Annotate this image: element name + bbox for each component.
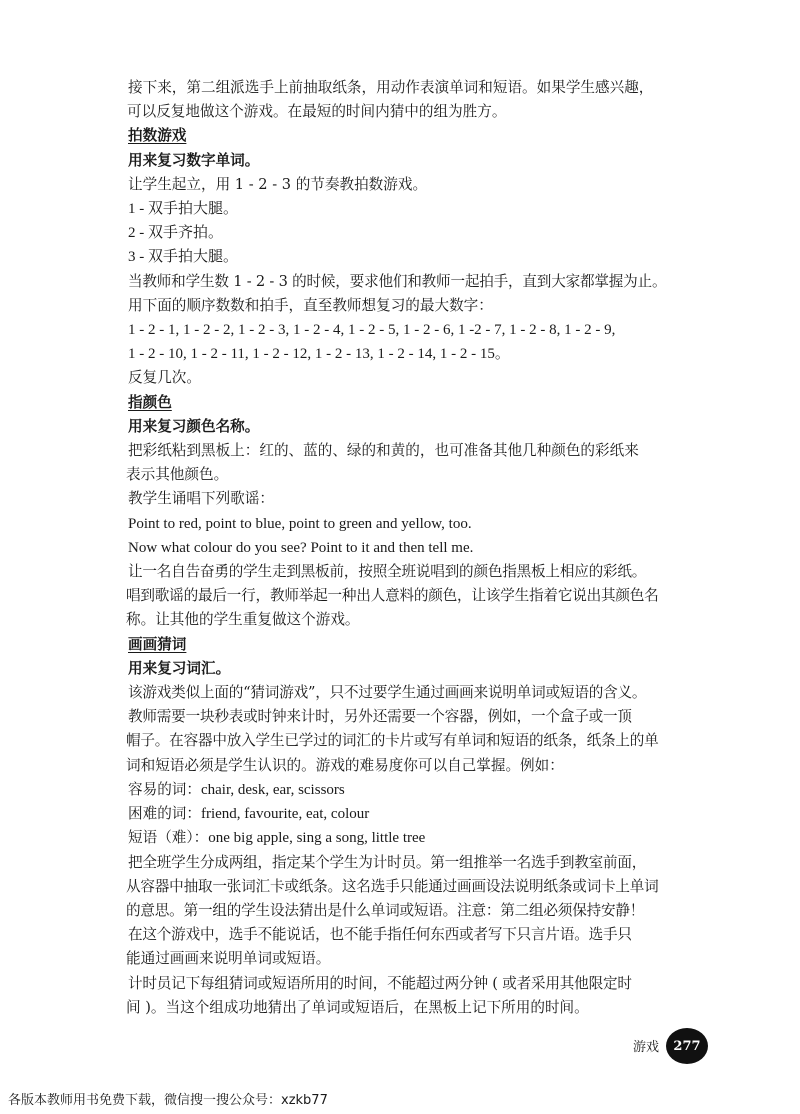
example-label: 困难的词：	[128, 805, 201, 823]
number-sequence-line: 1 - 2 - 10, 1 - 2 - 11, 1 - 2 - 12, 1 - 2 - 13, 1 - 2 - 14, 1 - 2 - 15。	[128, 346, 510, 363]
paragraph-line: 该游戏类似上面的“猜词游戏”，只不过要学生通过画画来说明单词或短语的含义。	[128, 684, 647, 702]
paragraph-line: 能通过画画来说明单词或短语。	[126, 950, 331, 968]
paragraph-line: 间 )。当这个组成功地猜出了单词或短语后，在黑板上记下所用的时间。	[126, 998, 589, 1016]
paragraph-line: 唱到歌谣的最后一行，教师举起一种出人意料的颜色，让该学生指着它说出其颜色名	[126, 587, 659, 605]
section-title-point-colours: 指颜色	[128, 393, 172, 411]
paragraph-line: 让学生起立，用 1 - 2 - 3 的节奏教拍数游戏。	[128, 175, 428, 193]
song-line: Point to red, point to blue, point to green and yellow, too.	[128, 515, 472, 532]
paragraph-line: 让一名自告奋勇的学生走到黑板前，按照全班说唱到的颜色指黑板上相应的彩纸。	[128, 563, 647, 581]
list-item: 1 - 双手拍大腿。	[128, 201, 238, 218]
paragraph-line: 帽子。在容器中放入学生已学过的词汇的卡片或写有单词和短语的纸条，纸条上的单	[126, 732, 659, 750]
section-subtitle-clap-counting: 用来复习数字单词。	[128, 151, 260, 169]
example-phrase	[128, 826, 708, 850]
paragraph-line: 在这个游戏中，选手不能说话，也不能手指任何东西或者写下只言片语。选手只	[128, 926, 632, 944]
paragraph-text: 接下来，第二组派选手上前抽取纸条，用动作表演单词和短语。如果学生感兴趣，	[128, 79, 654, 96]
section-subtitle-point-colours: 用来复习颜色名称。	[128, 417, 260, 435]
song-line: Now what colour do you see? Point to it and then tell me.	[128, 539, 474, 556]
example-label: 短语（难）：	[128, 829, 209, 847]
paragraph-line	[128, 76, 708, 100]
example-hard	[128, 802, 708, 826]
paragraph-line: 把全班学生分成两组，指定某个学生为计时员。第一组推举一名选手到教室前面，	[128, 853, 647, 871]
paragraph-line: 的意思。第一组的学生设法猜出是什么单词或短语。注意：第二组必须保持安静！	[126, 901, 645, 919]
paragraph-line: 计时员记下每组猜词或短语所用的时间，不能超过两分钟 ( 或者采用其他限定时	[128, 974, 632, 992]
paragraph-line: 可以反复地做这个游戏。在最短的时间内猜中的组为胜方。	[127, 103, 507, 121]
download-notice: 各版本教师用书免费下载，微信搜一搜公众号：xzkb77	[8, 1093, 328, 1108]
paragraph-line: 反复几次。	[128, 369, 201, 387]
list-item: 2 - 双手齐拍。	[128, 225, 223, 242]
paragraph-line: 当教师和学生数 1 - 2 - 3 的时候，要求他们和教师一起拍手，直到大家都掌握为止。	[128, 272, 667, 290]
example-words: friend, favourite, eat, colour	[200, 806, 370, 823]
page-number-badge	[666, 1028, 708, 1064]
number-sequence-line: 1 - 2 - 1, 1 - 2 - 2, 1 - 2 - 3, 1 - 2 - 4, 1 - 2 - 5, 1 - 2 - 6, 1 -2 - 7, 1 - 2 - 8, 1 - 2 - 9,	[128, 322, 616, 339]
section-subtitle-draw-guess: 用来复习词汇。	[128, 659, 231, 677]
example-words: one big apple, sing a song, little tree	[208, 830, 426, 847]
paragraph-line: 从容器中抽取一张词汇卡或纸条。这名选手只能通过画画设法说明纸条或词卡上单词	[126, 877, 659, 895]
example-words: chair, desk, ear, scissors	[200, 781, 345, 798]
paragraph-line: 教学生诵唱下列歌谣：	[128, 490, 274, 508]
paragraph-line: 教师需要一块秒表或时钟来计时，另外还需要一个容器，例如，一个盒子或一顶	[128, 708, 632, 726]
page-number: 277	[673, 1038, 701, 1054]
paragraph-line: 表示其他颜色。	[126, 466, 229, 484]
paragraph-line: 称。让其他的学生重复做这个游戏。	[126, 611, 360, 629]
section-title-clap-counting: 拍数游戏	[128, 127, 187, 145]
section-title-draw-guess: 画画猜词	[128, 635, 187, 653]
paragraph-line: 词和短语必须是学生认识的。游戏的难易度你可以自己掌握。例如：	[126, 756, 564, 774]
footer-section-label: 游戏	[633, 1040, 660, 1055]
list-item: 3 - 双手拍大腿。	[128, 249, 238, 266]
page-body	[128, 76, 708, 1020]
example-easy	[128, 778, 708, 802]
paragraph-line: 用下面的顺序数数和拍手，直至教师想复习的最大数字：	[128, 296, 493, 314]
paragraph-line: 把彩纸粘到黑板上：红的、蓝的、绿的和黄的，也可准备其他几种颜色的彩纸来	[128, 442, 639, 460]
example-label: 容易的词：	[128, 780, 201, 798]
